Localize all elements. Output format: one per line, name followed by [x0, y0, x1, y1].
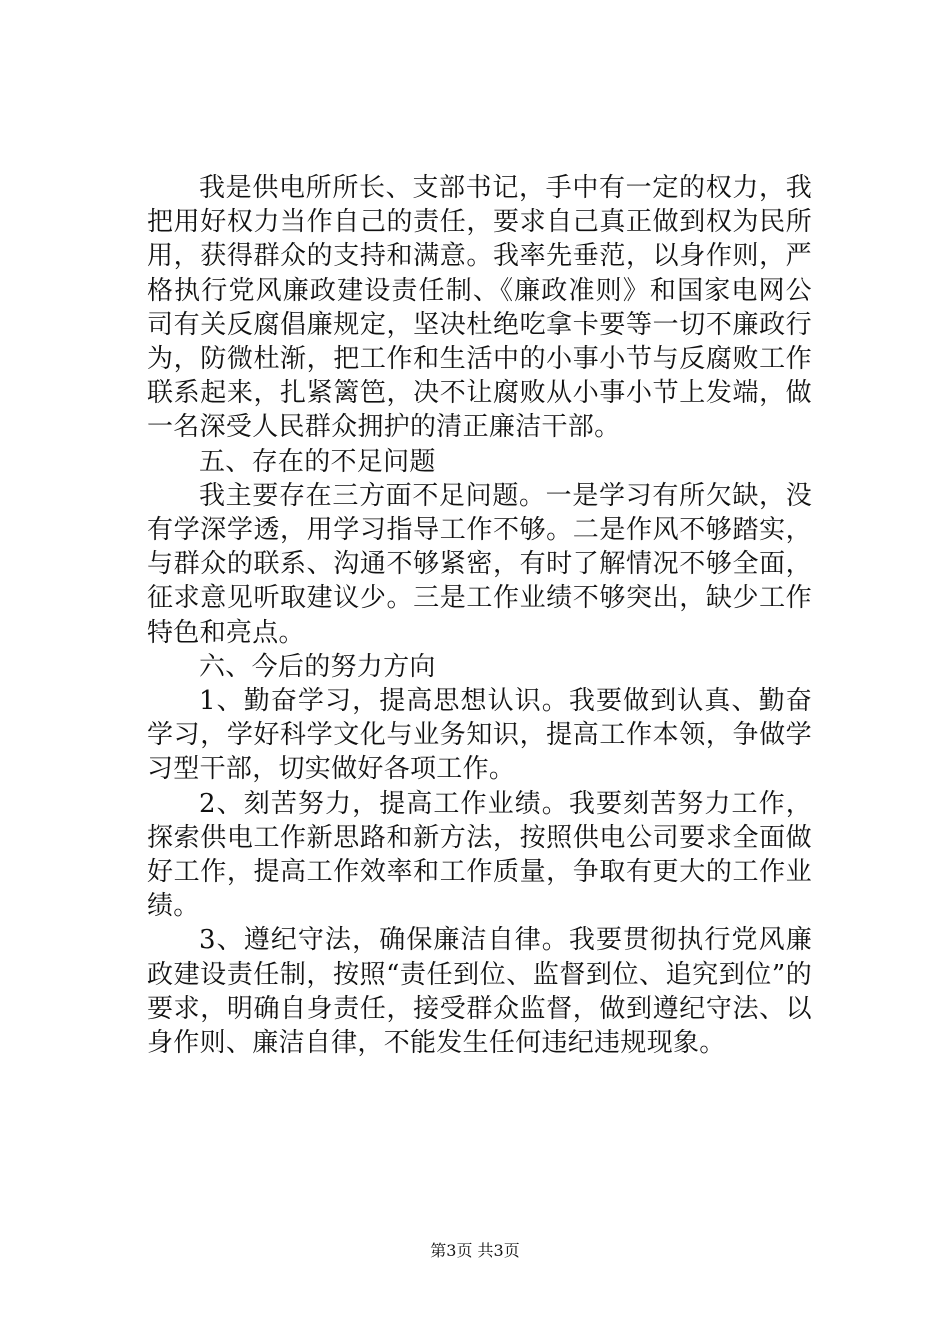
page-number-footer: 第3页 共3页	[430, 1241, 520, 1260]
document-body	[147, 171, 812, 1060]
paragraph-item-2: 2、刻苦努力，提高工作业绩。我要刻苦努力工作，探索供电工作新思路和新方法，按照供电公司要求全面做好工作，提高工作效率和工作质量，争取有更大的工作业绩。	[147, 788, 812, 922]
section-heading-shortcomings: 五、存在的不足问题	[199, 446, 436, 477]
section-heading-future-direction: 六、今后的努力方向	[199, 651, 436, 682]
paragraph-item-1: 1、勤奋学习，提高思想认识。我要做到认真、勤奋学习，学好科学文化与业务知识，提高工作本领，争做学习型干部，切实做好各项工作。	[147, 686, 812, 785]
paragraph-item-3: 3、遵纪守法，确保廉洁自律。我要贯彻执行党风廉政建设责任制，按照“责任到位、监督到位、追究到位”的要求，明确自身责任，接受群众监督，做到遵纪守法、以身作则、廉洁自律，不能发生任何违纪违规现象。	[147, 925, 812, 1059]
paragraph-duty-statement: 我是供电所所长、支部书记，手中有一定的权力，我把用好权力当作自己的责任，要求自己真正做到权为民所用，获得群众的支持和满意。我率先垂范，以身作则，严格执行党风廉政建设责任制、《廉政准则》和国家电网公司有关反腐倡廉规定，坚决杜绝吃拿卡要等一切不廉政行为，防微杜渐，把工作和生活中的小事小节与反腐败工作联系起来，扎紧篱笆，决不让腐败从小事小节上发端，做一名深受人民群众拥护的清正廉洁干部。	[147, 173, 812, 443]
paragraph-shortcomings: 我主要存在三方面不足问题。一是学习有所欠缺，没有学深学透，用学习指导工作不够。二是作风不够踏实，与群众的联系、沟通不够紧密，有时了解情况不够全面，征求意见听取建议少。三是工作业绩不够突出，缺少工作特色和亮点。	[147, 480, 812, 648]
